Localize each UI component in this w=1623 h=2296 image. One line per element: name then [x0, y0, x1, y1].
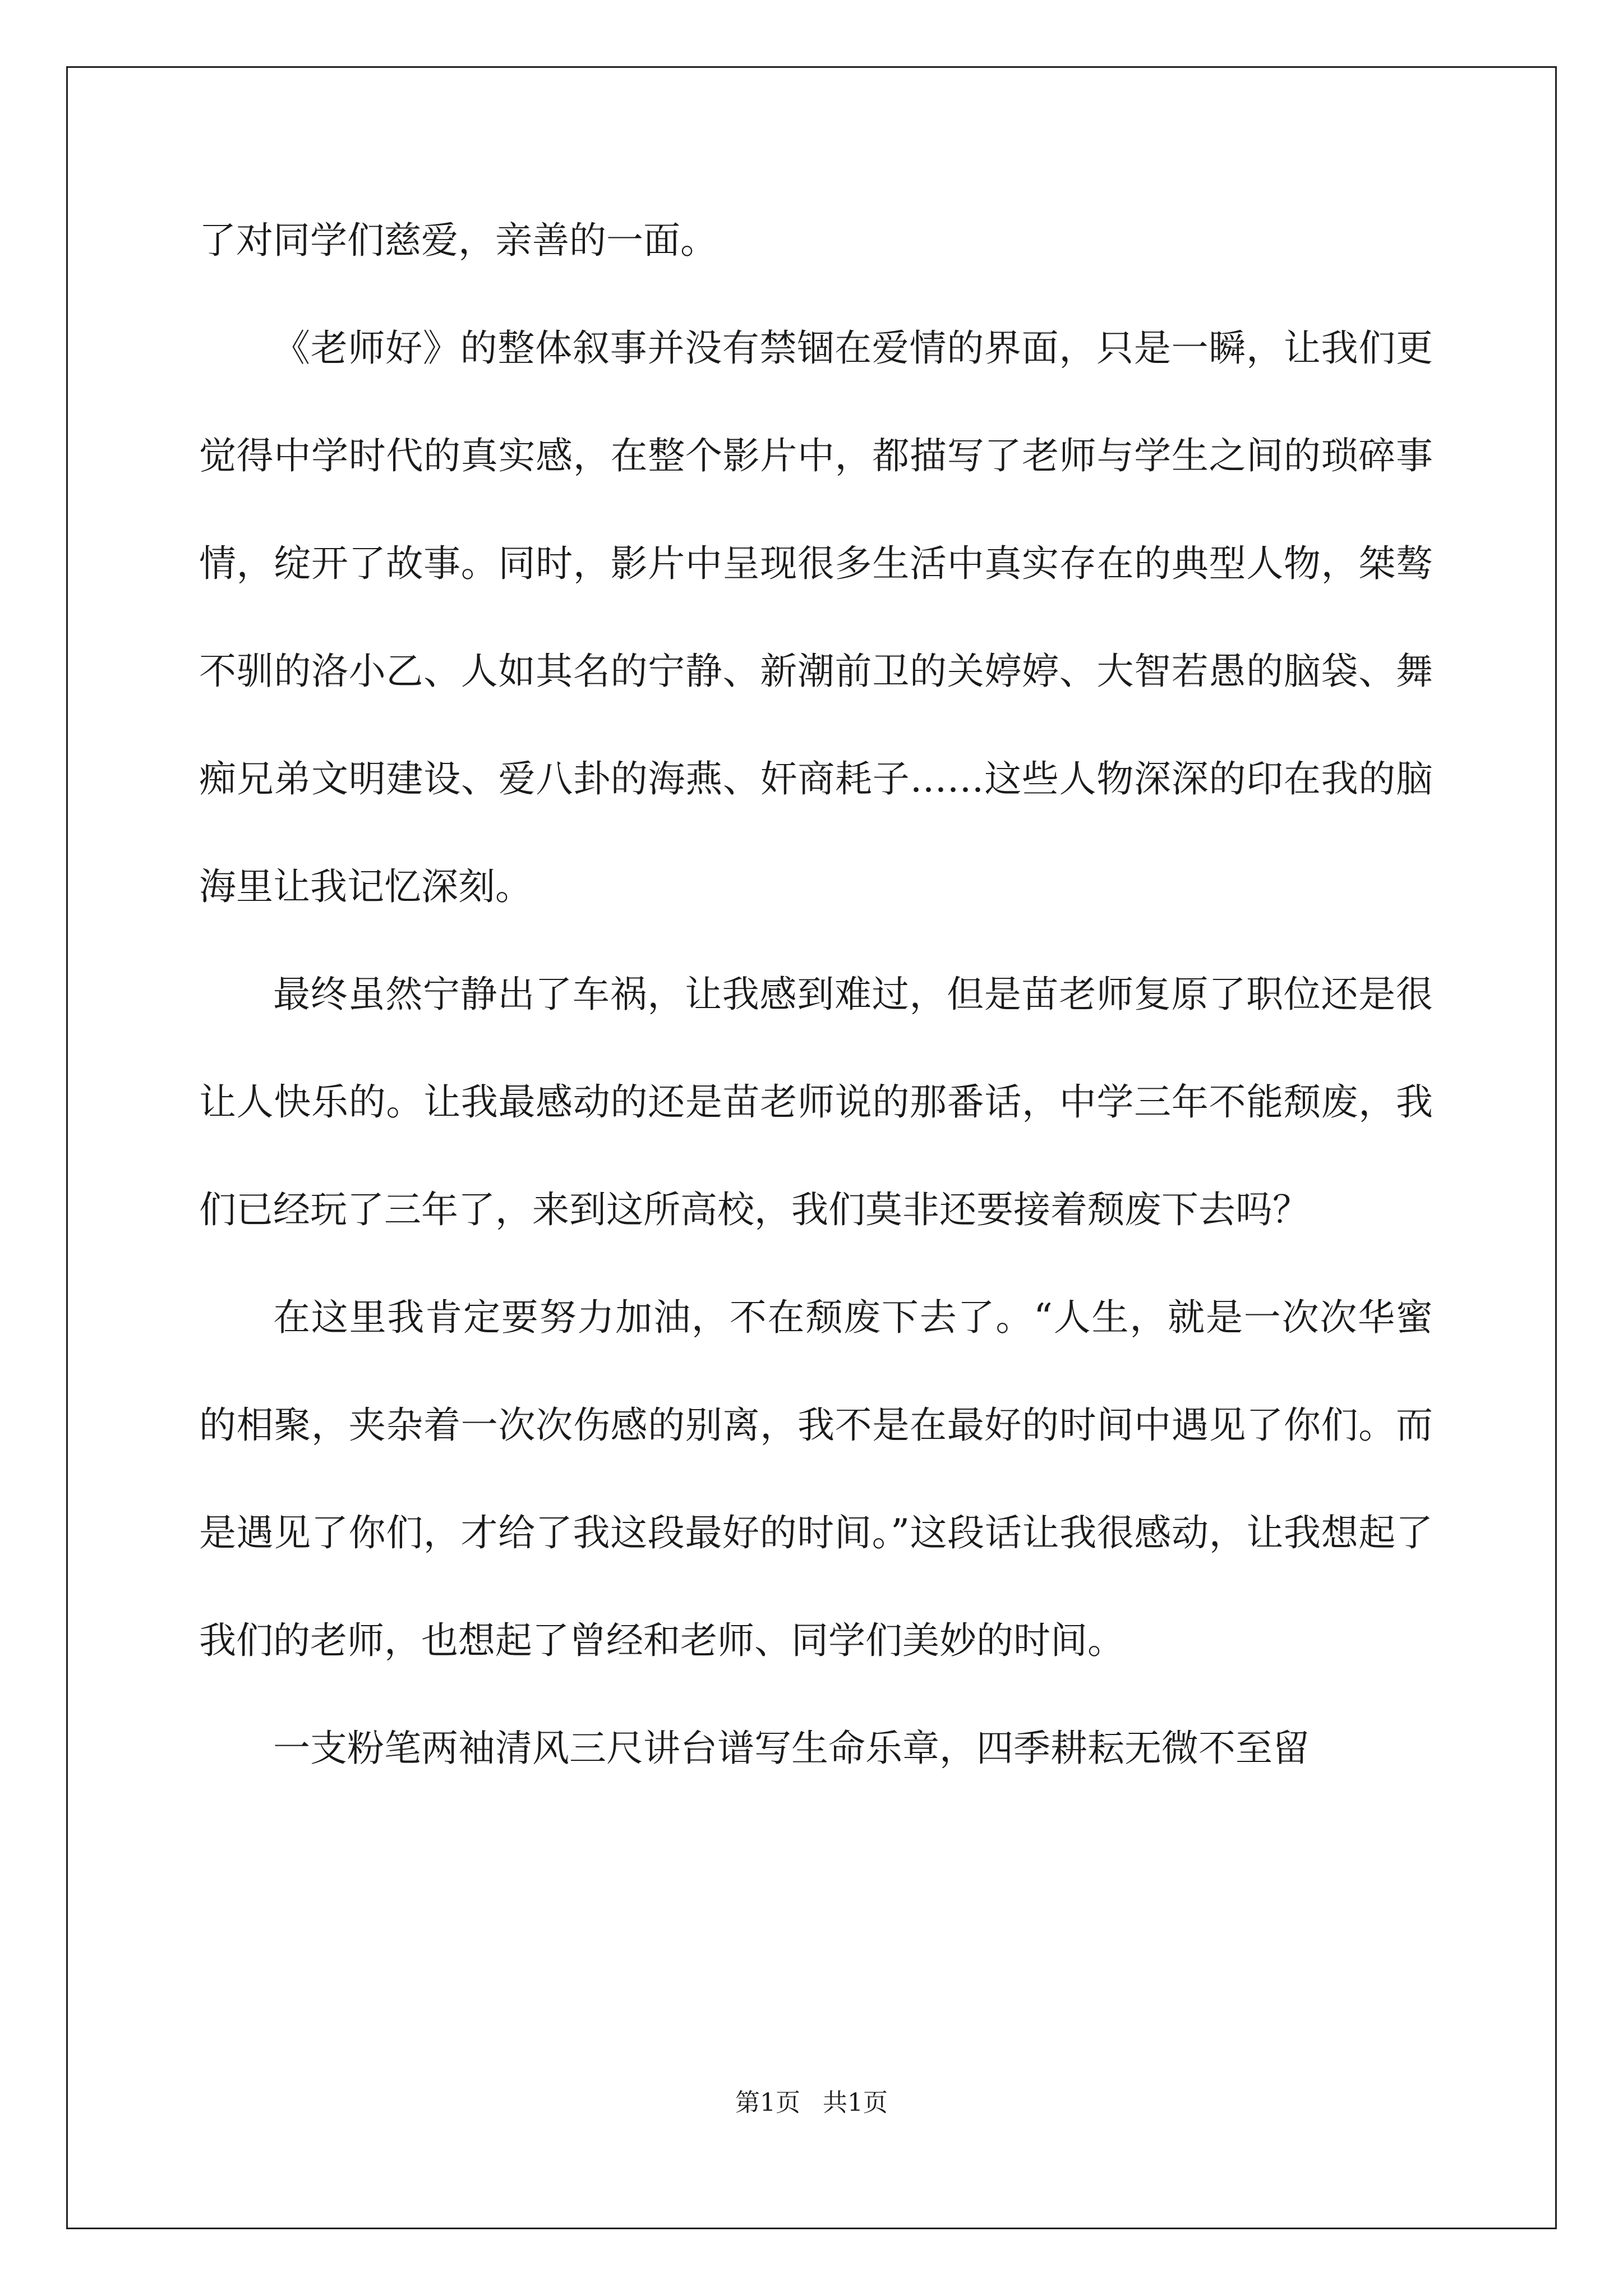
- paragraph-3: 最终虽然宁静出了车祸，让我感到难过，但是苗老师复原了职位还是很让人快乐的。让我最感动的还是苗老师说的那番话，中学三年不能颓废，我们已经玩了三年了，来到这所高校，我们莫非还要接着颓废下去吗？: [199, 973, 1433, 1231]
- document-body: [199, 187, 1433, 1802]
- paragraph-4: 在这里我肯定要努力加油，不在颓废下去了。“人生，就是一次次华蜜的相聚，夹杂着一次次伤感的别离，我不是在最好的时间中遇见了你们。而是遇见了你们，才给了我这段最好的时间。”这段话让我很感动，让我想起了我们的老师，也想起了曾经和老师、同学们美妙的时间。: [199, 1296, 1433, 1662]
- paragraph-2: 《老师好》的整体叙事并没有禁锢在爱情的界面，只是一瞬，让我们更觉得中学时代的真实感，在整个影片中，都描写了老师与学生之间的琐碎事情，绽开了故事。同时，影片中呈现很多生活中真实存在的典型人物，桀骜不驯的洛小乙、人如其名的宁静、新潮前卫的关婷婷、大智若愚的脑袋、舞痴兄弟文明建设、爱八卦的海燕、奸商耗子……这些人物深深的印在我的脑海里让我记忆深刻。: [199, 326, 1433, 908]
- page-number: 第1页: [735, 2088, 800, 2117]
- page-footer: [0, 2082, 1623, 2118]
- paragraph-1: 了对同学们慈爱，亲善的一面。: [199, 219, 717, 262]
- paragraph-5: 一支粉笔两袖清风三尺讲台谱写生命乐章，四季耕耘无微不至留: [273, 1727, 1310, 1770]
- page-total: 共1页: [823, 2088, 888, 2117]
